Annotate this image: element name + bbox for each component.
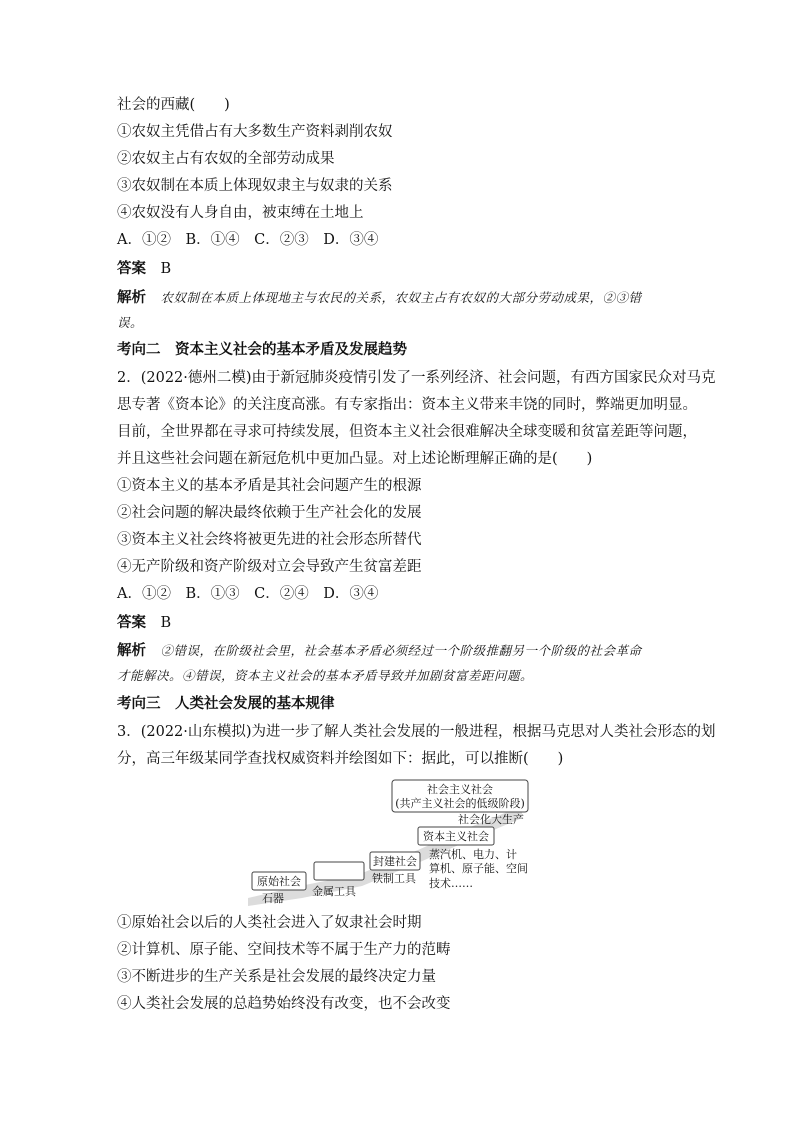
q3-stem-line: 分，高三年级某同学查找权威资料并绘图如下：据此，可以推断( )	[117, 751, 564, 767]
capitalist-tech-line: 算机、原子能、空间	[429, 862, 528, 875]
q1-stem-tail: 社会的西藏( )	[117, 97, 230, 113]
analysis-label: 解析	[117, 642, 146, 659]
primitive-society-label: 原始社会	[257, 875, 301, 888]
section-title: 考向二 资本主义社会的基本矛盾及发展趋势	[117, 341, 407, 358]
section-title: 考向三 人类社会发展的基本规律	[117, 695, 335, 712]
capitalist-society-label: 资本主义社会	[423, 830, 489, 843]
q2-stem-line: 2．(2022·德州二模)由于新冠肺炎疫情引发了一系列经济、社会问题，有西方国家民众对马克	[117, 370, 716, 386]
capitalist-tech-line: 蒸汽机、电力、计	[429, 848, 517, 861]
q2-stem-line: 思专著《资本论》的关注度高涨。有专家指出：资本主义带来丰饶的同时，弊端更加明显。	[117, 397, 697, 413]
feudal-society-label: 封建社会	[373, 855, 417, 868]
socialist-society-sublabel: (共产主义社会的低级阶段)	[395, 797, 525, 810]
q3-option-2: ②计算机、原子能、空间技术等不属于生产力的范畴	[117, 942, 451, 958]
q1-analysis-cont: 误。	[117, 315, 144, 330]
q2-option-4: ④无产阶级和资产阶级对立会导致产生贫富差距	[117, 559, 422, 575]
socialist-society-label: 社会主义社会	[427, 783, 493, 796]
feudal-tool-label: 铁制工具	[372, 872, 416, 885]
social-development-diagram	[240, 778, 540, 906]
q1-option-3: ③农奴制在本质上体现奴隶主与奴隶的关系	[117, 178, 393, 194]
q2-answer	[117, 613, 171, 633]
q3-stem-line: 3．(2022·山东模拟)为进一步了解人类社会发展的一般进程，根据马克思对人类社会形态的划	[117, 724, 716, 740]
analysis-text: 农奴制在本质上体现地主与农民的关系，农奴主占有农奴的大部分劳动成果，②③错	[160, 290, 642, 305]
q2-option-3: ③资本主义社会终将被更先进的社会形态所替代	[117, 532, 422, 548]
answer-value: B	[160, 615, 172, 631]
q2-option-1: ①资本主义的基本矛盾是其社会问题产生的根源	[117, 478, 422, 494]
q3-option-3: ③不断进步的生产关系是社会发展的最终决定力量	[117, 969, 436, 985]
q3-option-1: ①原始社会以后的人类社会进入了奴隶社会时期	[117, 915, 422, 931]
answer-value: B	[160, 261, 172, 277]
q2-stem-line: 目前，全世界都在寻求可持续发展，但资本主义社会很难解决全球变暖和贫富差距等问题，	[117, 424, 697, 440]
q1-choices: A．①② B．①④ C．②③ D．③④	[117, 232, 379, 248]
blank-stage-box	[314, 862, 364, 880]
q2-analysis	[117, 641, 642, 661]
q3-option-4: ④人类社会发展的总趋势始终没有改变，也不会改变	[117, 996, 451, 1012]
q2-option-2: ②社会问题的解决最终依赖于生产社会化的发展	[117, 505, 422, 521]
q1-option-2: ②农奴主占有农奴的全部劳动成果	[117, 151, 335, 167]
q2-stem-line: 并且这些社会问题在新冠危机中更加凸显。对上述论断理解正确的是( )	[117, 451, 593, 467]
metal-tool-label: 金属工具	[312, 885, 356, 898]
primitive-tool-label: 石器	[262, 892, 284, 905]
answer-label: 答案	[117, 260, 146, 277]
q1-analysis	[117, 288, 642, 308]
socialized-production-label: 社会化大生产	[458, 813, 524, 826]
q2-analysis-cont: 才能解决。④错误，资本主义社会的基本矛盾导致并加剧贫富差距问题。	[117, 668, 534, 683]
capitalist-tech-line: 技术……	[429, 877, 473, 890]
analysis-label: 解析	[117, 289, 146, 306]
answer-label: 答案	[117, 614, 146, 631]
q1-option-4: ④农奴没有人身自由，被束缚在土地上	[117, 205, 364, 221]
q2-choices: A．①② B．①③ C．②④ D．③④	[117, 586, 379, 602]
q1-option-1: ①农奴主凭借占有大多数生产资料剥削农奴	[117, 124, 393, 140]
analysis-text: ②错误，在阶级社会里，社会基本矛盾必须经过一个阶级推翻另一个阶级的社会革命	[160, 643, 642, 658]
q1-answer	[117, 259, 171, 279]
